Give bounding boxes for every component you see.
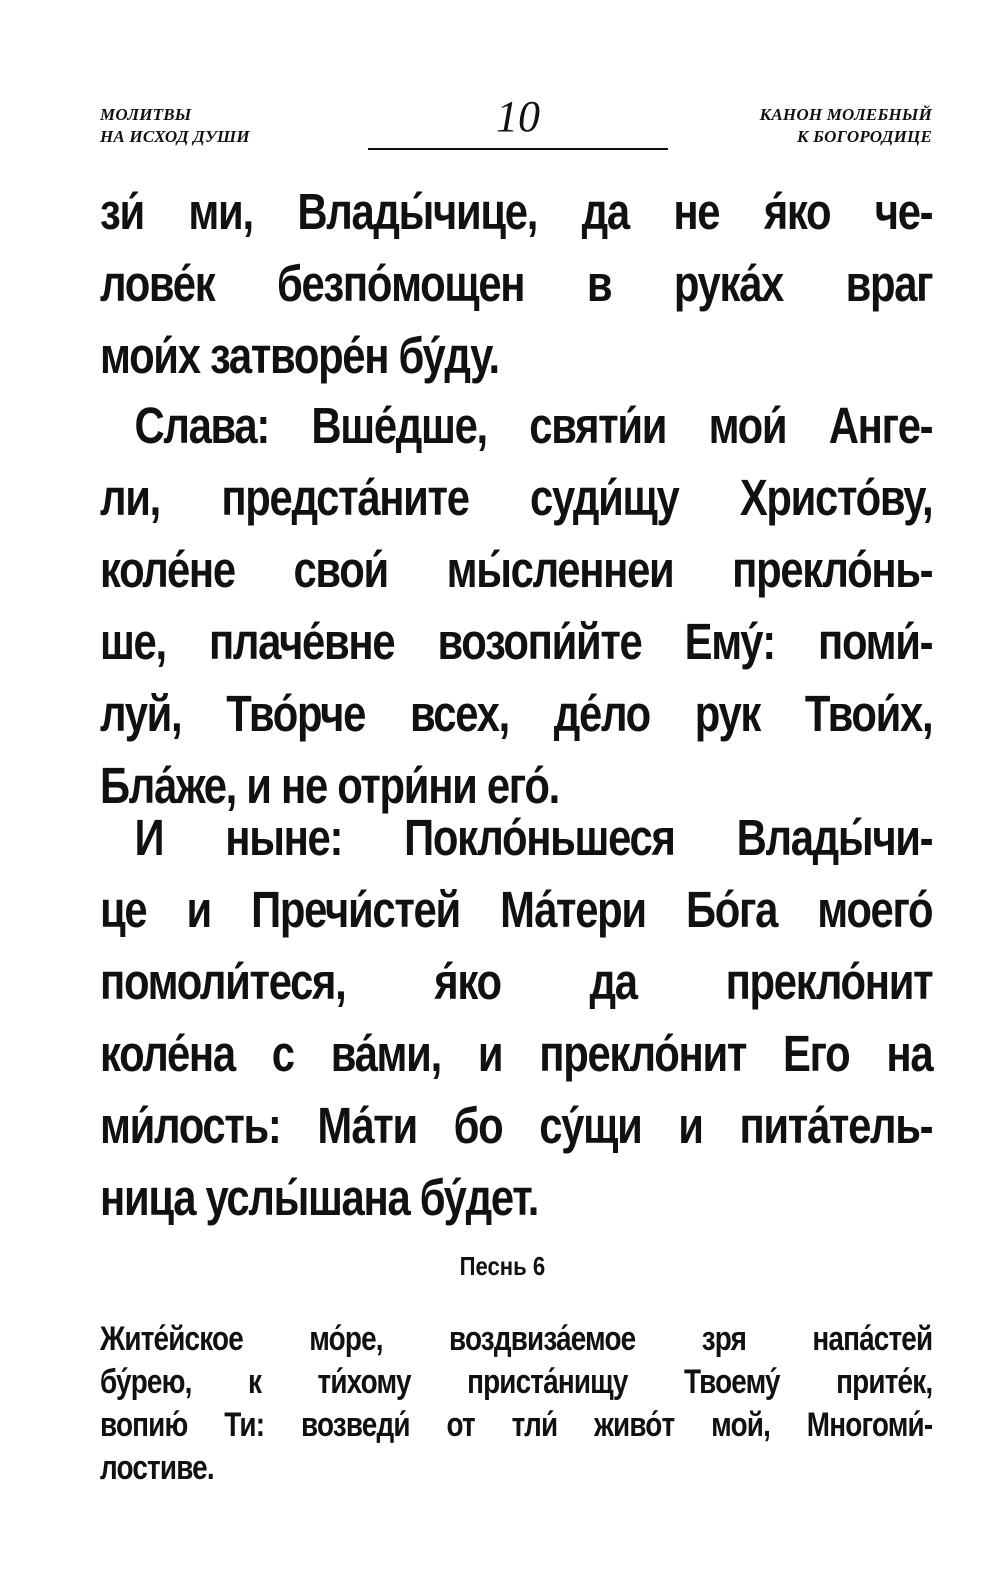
text-line: луй, Тво́рче всех, де́ло рук Твои́х, <box>100 685 933 742</box>
text-line: Бла́же, и не отри́ни его́. <box>100 757 559 814</box>
text-line: вопию́ Ти: возведи́ от тли́ живо́т мой, Многоми́- <box>100 1406 933 1444</box>
text-line: И ныне: Покло́ньшеся Влады́чи- <box>134 809 933 866</box>
text-line: ли, предста́ните суди́щу Христо́ву, <box>100 469 933 526</box>
header-left-line-1: МОЛИТВЫ <box>100 105 192 124</box>
song-heading: Песнь 6 <box>459 1251 546 1281</box>
running-header-right <box>760 104 932 148</box>
text-line: помоли́теся, я́ко да прекло́нит <box>100 953 933 1010</box>
text-line: ница услы́шана бу́дет. <box>100 1169 539 1226</box>
text-line: ми́лость: Ма́ти бо су́щи и пита́тель- <box>100 1097 933 1154</box>
text-line: коле́не свои́ мы́сленнеи прекло́нь- <box>100 541 933 598</box>
header-rule <box>368 148 668 150</box>
text-line: бу́рею, к ти́хому приста́нищу Твоему́ прите́к, <box>100 1363 933 1401</box>
text-line: мои́х затворе́н бу́ду. <box>100 327 499 384</box>
header-right-line-2: К БОГОРОДИЦЕ <box>797 127 932 146</box>
paragraph-slava <box>100 390 933 822</box>
text-line: це и Пречи́стей Ма́тери Бо́га моего́ <box>100 881 933 938</box>
text-line: Слава: Вше́дше, святи́и мои́ Анге- <box>134 397 933 454</box>
irmos-paragraph <box>100 1318 933 1490</box>
paragraph-i-nyne <box>100 802 933 1234</box>
text-line: коле́на с ва́ми, и прекло́нит Его на <box>100 1025 933 1082</box>
text-line: лове́к безпо́мощен в рука́х враг <box>100 255 933 312</box>
header-left-line-2: НА ИСХОД ДУШИ <box>100 127 250 146</box>
text-line: Жите́йское мо́ре, воздвиза́емое зря напа́стей <box>100 1320 933 1358</box>
paragraph-1 <box>100 176 933 392</box>
text-line: зи́ ми, Влады́чице, да не я́ко че- <box>100 183 933 240</box>
text-line: лостиве. <box>100 1449 214 1487</box>
page-number: 10 <box>496 92 540 141</box>
header-right-line-1: КАНОН МОЛЕБНЫЙ <box>759 105 932 124</box>
text-line: ше, плаче́вне возопи́йте Ему́: поми́- <box>100 613 933 670</box>
running-header-left <box>100 104 250 148</box>
